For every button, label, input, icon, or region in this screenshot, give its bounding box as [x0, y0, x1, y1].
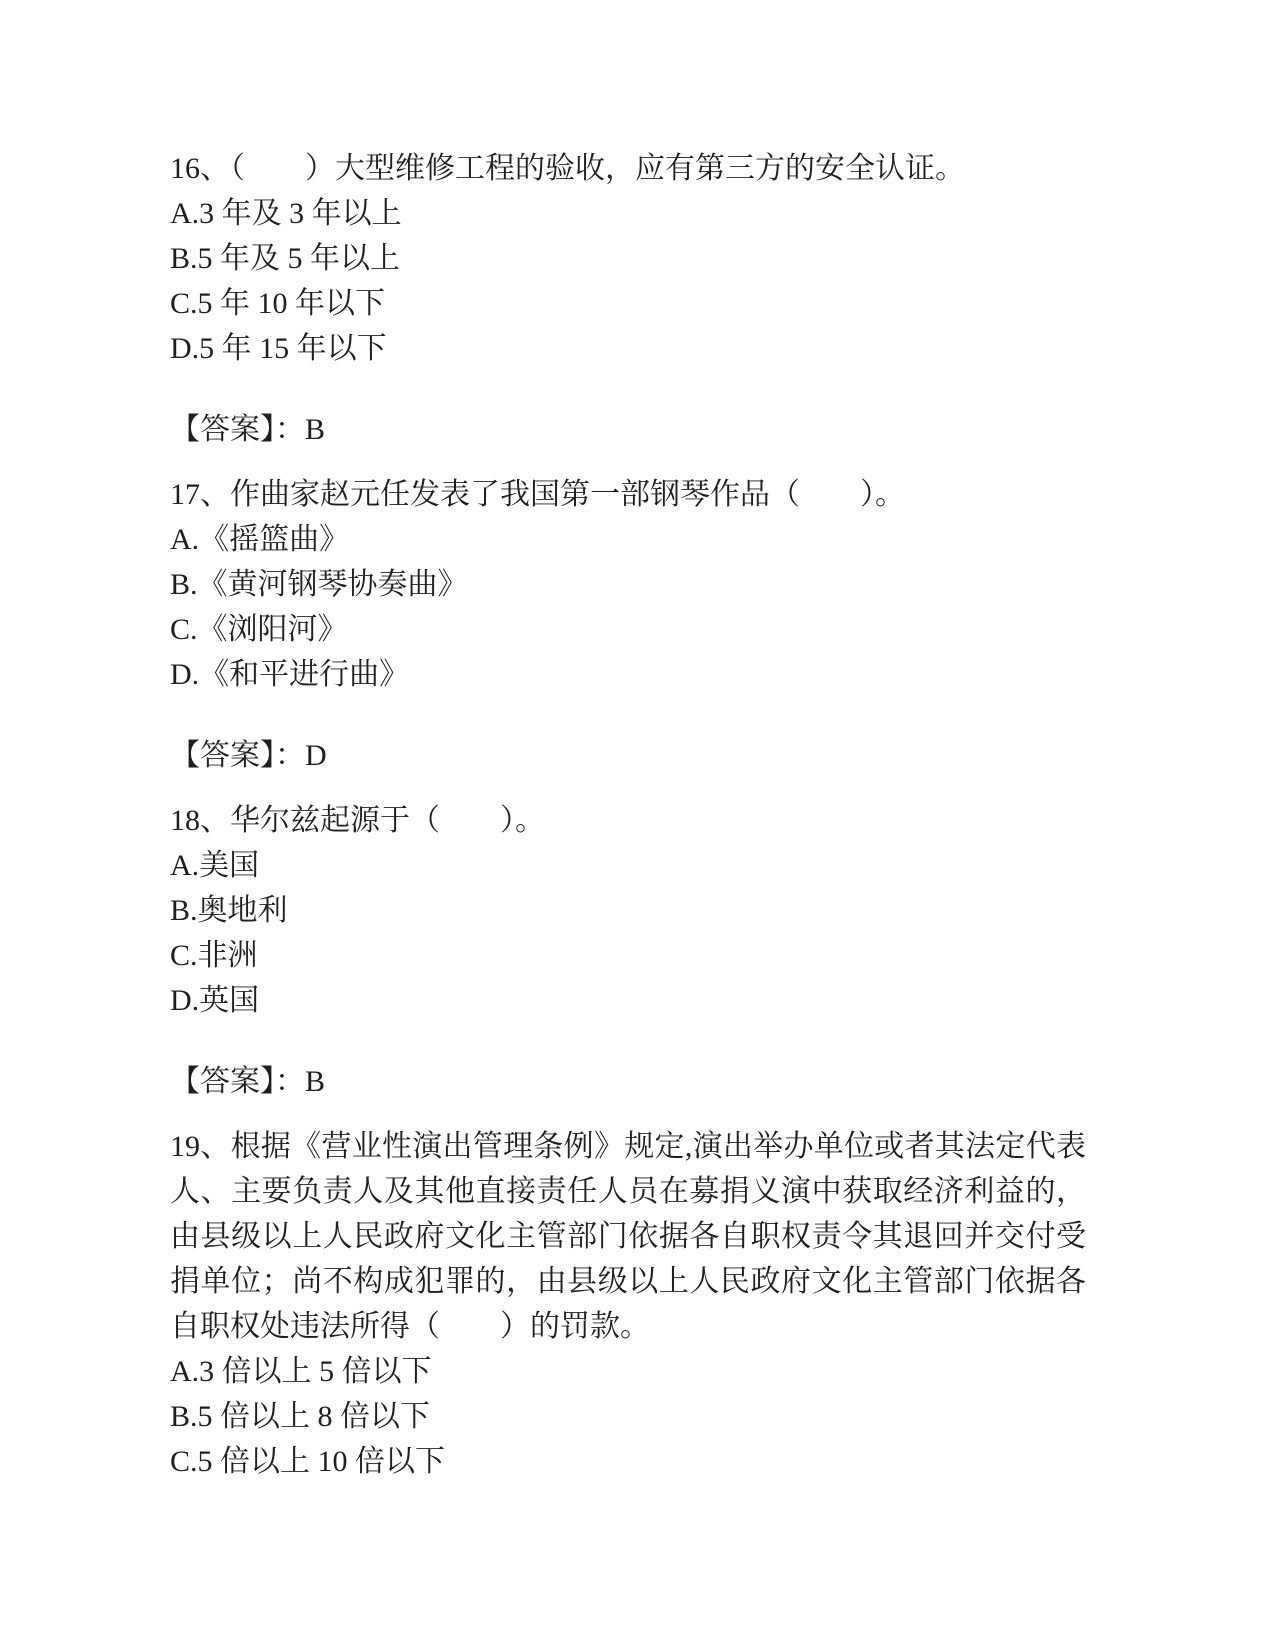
- question-16-answer: 【答案】：B: [170, 413, 326, 446]
- question-17-option-d: D.《和平进行曲》: [170, 658, 410, 691]
- question-18-option-a: A.美国: [170, 849, 260, 882]
- question-17-option-b: B.《黄河钢琴协奏曲》: [170, 568, 468, 601]
- question-19-option-b: B.5 倍以上 8 倍以下: [170, 1400, 431, 1433]
- question-18-stem: 18、华尔兹起源于（ ）。: [170, 804, 545, 837]
- question-16-option-a: A.3 年及 3 年以上: [170, 197, 402, 230]
- question-16-option-c: C.5 年 10 年以下: [170, 287, 386, 320]
- question-19-stem: 19、根据《营业性演出管理条例》规定,演出举办单位或者其法定代表人、主要负责人及其他直接责任人员在募捐义演中获取经济利益的，由县级以上人民政府文化主管部门依据各自职权责令其退回并交付受捐单位；尚不构成犯罪的，由县级以上人民政府文化主管部门依据各自职权处违法所得（ ）的罚款。: [170, 1130, 1086, 1343]
- question-18-option-c: C.非洲: [170, 939, 258, 972]
- question-17-option-a: A.《摇篮曲》: [170, 523, 350, 556]
- question-19-option-c: C.5 倍以上 10 倍以下: [170, 1445, 446, 1478]
- question-19-option-a: A.3 倍以上 5 倍以下: [170, 1355, 432, 1388]
- question-17: [170, 472, 1086, 778]
- question-18-option-b: B.奥地利: [170, 894, 288, 927]
- question-16-option-d: D.5 年 15 年以下: [170, 332, 387, 365]
- question-16: [170, 146, 1086, 452]
- question-16-stem: 16、（ ）大型维修工程的验收，应有第三方的安全认证。: [170, 152, 965, 185]
- question-18-option-d: D.英国: [170, 984, 260, 1017]
- question-17-option-c: C.《浏阳河》: [170, 613, 348, 646]
- exam-question-list: [170, 146, 1086, 1484]
- question-18: [170, 798, 1086, 1104]
- question-16-option-b: B.5 年及 5 年以上: [170, 242, 401, 275]
- question-17-stem: 17、作曲家赵元任发表了我国第一部钢琴作品（ ）。: [170, 478, 905, 511]
- question-17-answer: 【答案】：D: [170, 739, 327, 772]
- question-18-answer: 【答案】：B: [170, 1065, 326, 1098]
- question-19: [170, 1124, 1086, 1484]
